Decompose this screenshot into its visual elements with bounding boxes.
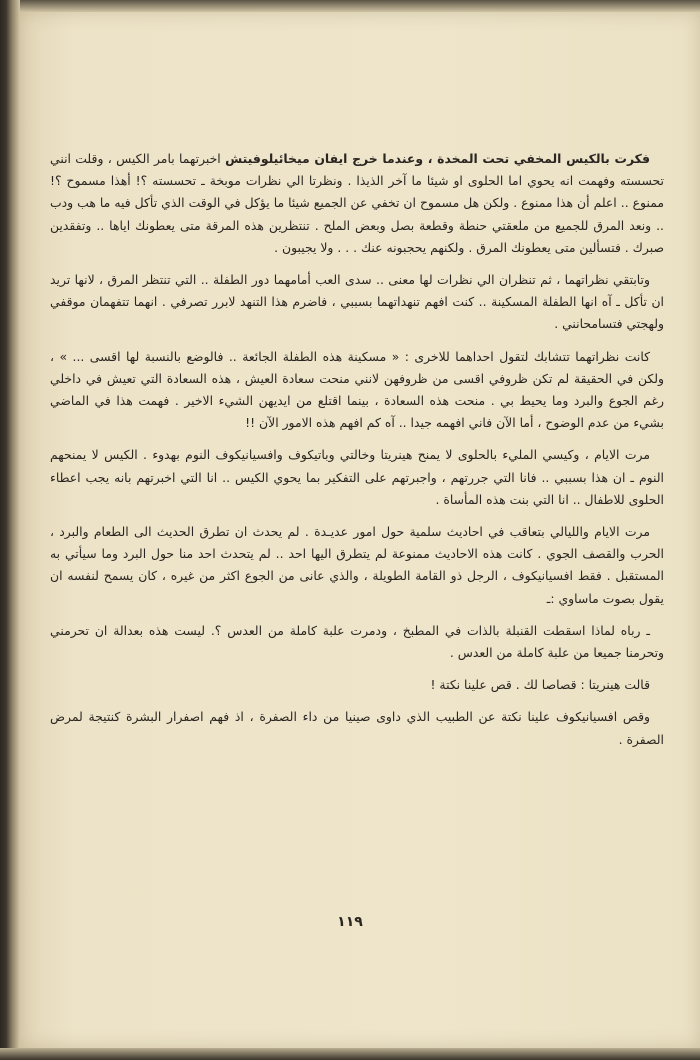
paragraph-5 [50, 521, 664, 610]
paragraph-6-text: ـ رباه لماذا اسقطت القنبلة بالذات في المطبخ ، ودمرت علبة كاملة من العدس ؟. ليست هذه بعدالة ان تحرمني وتحرمنا جميعا من علبة كاملة من العدس . [50, 622, 664, 661]
paragraph-5-text: مرت الايام والليالي بتعاقب في احاديث سلمية حول امور عديـدة . لم يحدث ان تطرق الحديث الى الطعام والبرد ، الحرب والقصف الجوي . كانت هذه الاحاديث ممنوعة لم يتطرق اليها احد .. لم يتحدث احد منا حول البرد وما سيأتي به المستقبل . فقط افسيانيكوف ، الرجل ذو القامة الطويلة ، والذي عانى من الجوع اكثر من غيره ، كان يسمح لنفسه ان يقول بصوت ماساوي :ـ [50, 524, 664, 606]
paragraph-6 [50, 620, 664, 664]
paragraph-4 [50, 444, 664, 511]
book-spine-shadow [0, 0, 20, 1060]
page-number: ١١٩ [337, 914, 363, 930]
paragraph-7 [50, 674, 664, 696]
body-text [50, 148, 664, 761]
paragraph-3-text: كانت نظراتهما تتشابك لتقول احداهما للاخرى : « مسكينة هذه الطفلة الجائعة .. فالوضع بالنسبة لها اقسى ... » ، ولكن في الحقيقة لم تكن ظروفي اقسى من ظروفهن لانني منحت سعادة العيش ، هذه السعادة التي تعيش في داخلي رغم الجوع والبرد وما يحيط بي . منحت هذه السعادة ، بينما اقتلع من ايديهن الشيء الاخير . فهمت هذا في الماضي بشيء من عدم الوضوح ، أما الآن فاني افهمه جيدا .. آه كم افهم هذه الامور الآن !! [50, 348, 664, 431]
paragraph-8 [50, 706, 664, 750]
bottom-edge-shadow [0, 1048, 700, 1060]
paragraph-4-text: مرت الايام ، وكيسي المليء بالحلوى لا يمنح هينريتا وخالتي وباتيكوف وافسيانيكوف النوم بهدوء . الكيس لا يمنحهم النوم ـ ان هذا بسببي .. فانا التي جررتهم ، واجبرتهم على التفكير بما يحوي الكيس .. انا التي اخبرتهم بانه يجب اعطاء الحلوى للاطفال .. انا التي بنت هذه المأساة . [50, 447, 664, 507]
paragraph-1-text: اخبرتهما بامر الكيس ، وقلت انني تحسسته وفهمت انه يحوي اما الحلوى او شيئا ما آخر الذيذا . ونظرتا الي نظرات موبخة ـ تحسسته ؟! أهذا مسموح ؟! ممنوع .. اعلم أن هذا ممنوع . ولكن هل مسموح ان تخفي عن الجميع شيئا ما يؤكل في الوقت الذي تأكل فيه ما هب ودب .. ونعد المرق للجميع من ملعقتي حنطة وقطعة بصل وبعض الملح . تنتظرين هذه المرقة متى يعطونك اياها .. وتفقدين صبرك . فتسألين متى يعطونك المرق . ولكنهم يحجبونه عنك . . . ولا يجيبون . [50, 151, 664, 255]
paragraph-2 [50, 269, 664, 336]
paragraph-2-text: وتابتقي نظراتهما ، ثم تنظران الي نظرات لها معنى .. سدى العب أمامهما دور الطفلة .. التي تنتظر المرق ، لانها تريد ان تأكل ـ آه انها الطفلة المسكينة .. كنت افهم تنهداتهما بسببي ، فاضرم هذا التنهد لابرر تصرفي . انهما تتفهمان موقفي ولهجتي فتسامحانني . [50, 272, 664, 332]
top-edge-shadow [0, 0, 700, 12]
paragraph-1 [50, 148, 664, 259]
paragraph-7-text: قالت هينريتا : قصاصا لك . قص علينا نكتة ! [430, 677, 650, 693]
paragraph-1-lead: فكرت بالكيس المخفي تحت المخدة ، وعندما خرج ايفان ميخائيلوفيتش [225, 151, 650, 166]
paragraph-3 [50, 346, 664, 435]
paragraph-8-text: وقص افسيانيكوف علينا نكتة عن الطبيب الذي داوى صينيا من داء الصفرة ، اذ فهم اصفرار البشرة كنتيجة لمرض الصفرة . [50, 709, 664, 747]
